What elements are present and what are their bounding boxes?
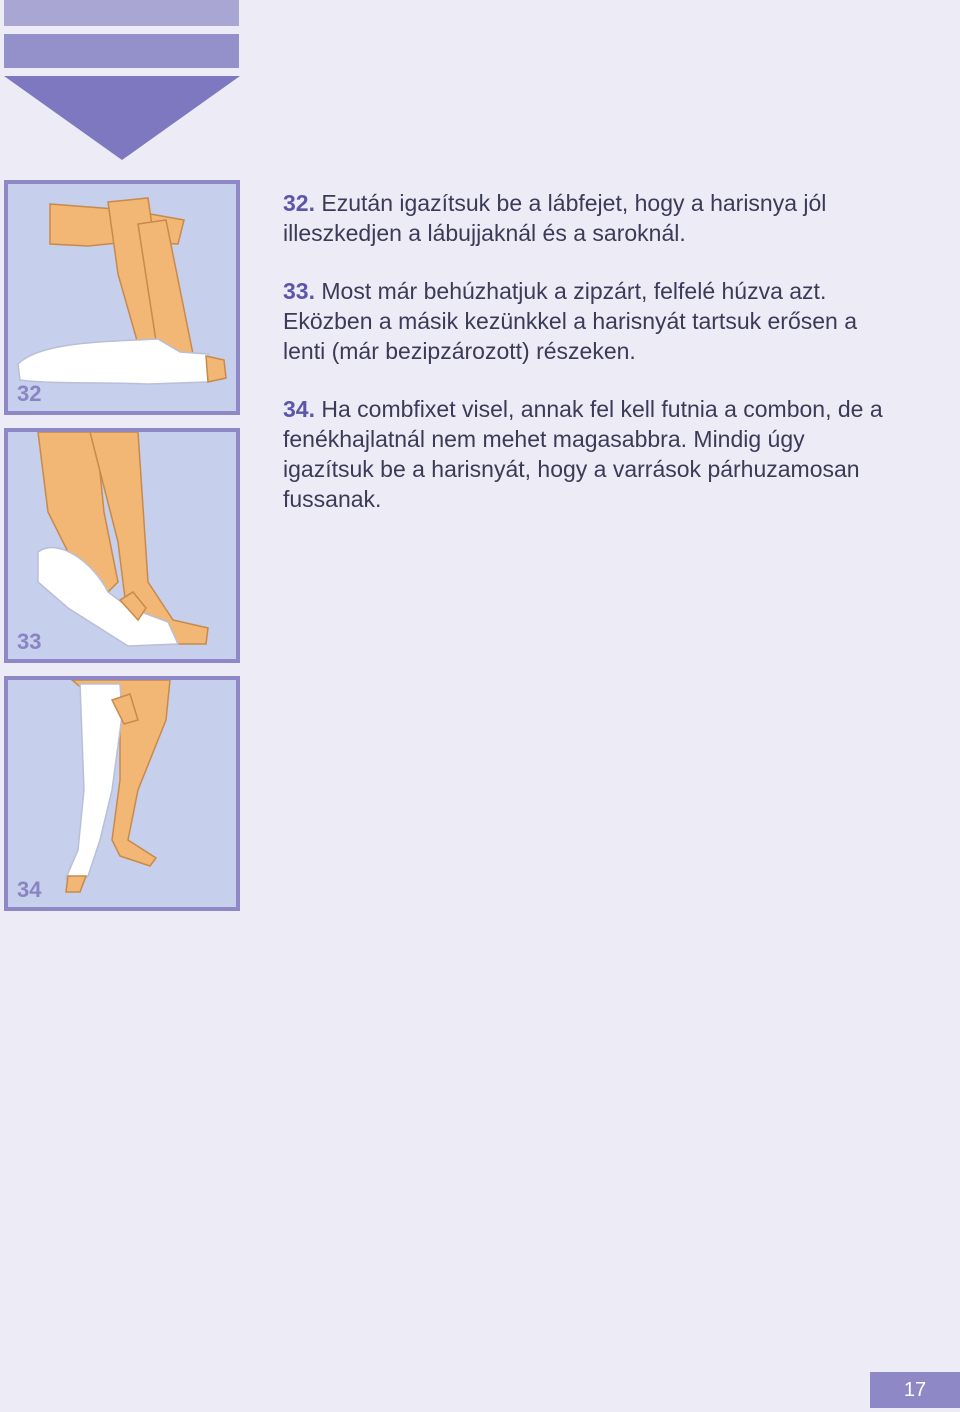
step-text: Ha combfixet visel, annak fel kell futnia a combon, de a fenékhajlatnál nem mehet magasabbra. Mindig úgy igazítsuk be a harisnyát, hogy a varrások párhuzamosan fussanak.	[283, 396, 883, 512]
instruction-step-33	[283, 276, 889, 366]
header-bar-middle	[4, 34, 239, 68]
panel-number: 33	[17, 629, 42, 654]
illustration-panel-32	[4, 180, 240, 415]
step-text: Ezután igazítsuk be a lábfejet, hogy a harisnya jól illeszkedjen a lábujjaknál és a saroknál.	[283, 190, 827, 246]
instructions	[283, 188, 889, 542]
instruction-step-32	[283, 188, 889, 248]
panel-number: 34	[17, 877, 42, 902]
page-number: 17	[870, 1372, 960, 1408]
leg-illustration-32	[8, 184, 236, 411]
illustration-panel-33	[4, 428, 240, 663]
leg-illustration-33	[8, 432, 236, 659]
illustration-panel-34	[4, 676, 240, 911]
panel-number: 32	[17, 381, 42, 406]
step-number: 34.	[283, 396, 315, 422]
step-number: 33.	[283, 278, 315, 304]
header-bar-top	[4, 0, 239, 26]
step-number: 32.	[283, 190, 315, 216]
leg-illustration-34	[8, 680, 236, 907]
step-text: Most már behúzhatjuk a zipzárt, felfelé húzva azt. Eközben a másik kezünkkel a harisnyát tartsuk erősen a lenti (már bezipzározott) részeken.	[283, 278, 858, 364]
instruction-step-34	[283, 394, 889, 514]
down-arrow-icon	[4, 76, 240, 160]
